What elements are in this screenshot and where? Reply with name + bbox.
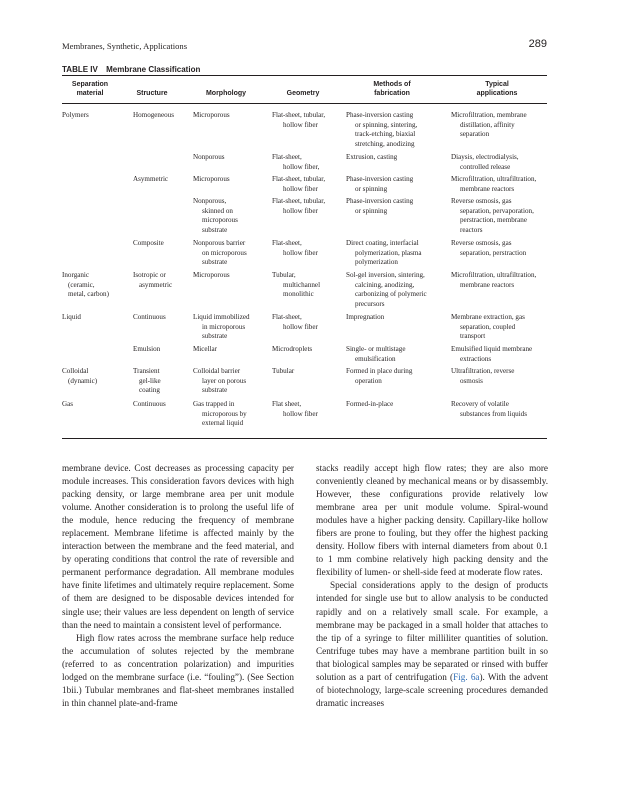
body-column-right [316, 462, 548, 710]
cell-line: reactors [460, 225, 483, 234]
table-caption-title: Membrane Classification [106, 65, 201, 74]
cell-line: perstraction, membrane [460, 216, 527, 225]
cell-line: metal, carbon) [68, 290, 109, 299]
column-header-geometry [253, 89, 353, 98]
table-cell-separation-material [62, 367, 97, 386]
cell-line: Isotropic or [133, 271, 166, 279]
column-header-line: Typical [485, 81, 509, 88]
table-cell-structure [133, 367, 161, 396]
cell-line: membrane reactors [460, 280, 515, 289]
cell-line: hollow fiber [283, 409, 318, 418]
cell-line: Micellar [193, 345, 218, 353]
cell-line: Phase-inversion casting [346, 197, 414, 205]
cell-line: precursors [355, 299, 385, 308]
table-cell-typical-applications [451, 153, 519, 172]
cell-line: Microfiltration, membrane [451, 111, 527, 119]
column-header-line: Morphology [205, 90, 247, 97]
table-cell-structure [133, 175, 168, 185]
cell-line: coating [139, 386, 160, 395]
cell-line: stretching, anodizing [355, 139, 415, 148]
table-cell-structure [133, 400, 166, 410]
cell-line: Microporous [193, 175, 230, 183]
table-cell-fabrication-methods [346, 367, 412, 386]
cell-line: polymerization, plasma [355, 248, 422, 257]
table-cell-geometry [272, 111, 325, 130]
table-cell-fabrication-methods [346, 239, 422, 268]
cell-line: polymerization [355, 258, 398, 267]
cell-line: Microporous [193, 111, 230, 119]
figure-link[interactable]: Fig. 6a [453, 671, 480, 682]
cell-line: hollow fiber [283, 206, 318, 215]
cell-line: Continuous [133, 400, 166, 408]
table-cell-structure [133, 111, 174, 121]
cell-line: Flat-sheet, [272, 153, 302, 161]
cell-line: multichannel [283, 280, 321, 289]
cell-line: membrane reactors [460, 184, 515, 193]
cell-line: Gas [62, 400, 74, 408]
table-cell-typical-applications [451, 197, 534, 235]
table-cell-separation-material [62, 400, 73, 410]
cell-line: microporous by [202, 409, 247, 418]
cell-line: emulsification [355, 354, 396, 363]
table-cell-structure [133, 271, 172, 290]
table-cell-fabrication-methods [346, 175, 413, 194]
cell-line: Diaysis, electrodialysis, [451, 153, 519, 161]
cell-line: Composite [133, 239, 164, 247]
cell-line: Polymers [62, 111, 89, 119]
table-cell-morphology [193, 367, 246, 396]
column-header-line: applications [476, 90, 518, 97]
cell-line: Homogeneous [133, 111, 174, 119]
table-cell-morphology [193, 345, 217, 355]
table-cell-geometry [272, 175, 325, 194]
cell-line: separation, coupled [460, 322, 516, 331]
cell-line: or spinning [355, 184, 388, 193]
cell-line: extractions [460, 354, 492, 363]
cell-line: controlled release [460, 162, 511, 171]
table-cell-typical-applications [451, 111, 527, 140]
cell-line: Continuous [133, 313, 166, 321]
cell-line: on microporous [202, 248, 247, 257]
cell-line: Phase-inversion casting [346, 111, 414, 119]
cell-line: skinned on [202, 206, 233, 215]
cell-line: Microfiltration, ultrafiltration, [451, 271, 537, 279]
cell-line: Flat-sheet, [272, 239, 302, 247]
cell-line: Recovery of volatile [451, 400, 509, 408]
table-cell-morphology [193, 271, 230, 281]
table-cell-typical-applications [451, 400, 527, 419]
table-cell-typical-applications [451, 175, 536, 194]
cell-line: Tubular [272, 367, 295, 375]
table-cell-typical-applications [451, 271, 536, 290]
cell-line: Nonporous, [193, 197, 227, 205]
table-cell-morphology [193, 239, 247, 268]
cell-line: Reverse osmosis, gas [451, 239, 512, 247]
cell-line: carbonizing of polymeric [355, 290, 427, 299]
table-cell-typical-applications [451, 313, 525, 342]
body-paragraph: stacks readily accept high flow rates; they are also more conveniently cleaned by mechanical means or by disassembly. However, these configurations provide relatively low membrane area per unit module volume. Spiral-wound modules have a higher packing density. Capillary-like hollow fibers are prone to fouling, but they offer the highest packing density. Hollow fibers with internal diameters from about 0.1 to 1 mm combine relatively high packing density and the flexibility of lumen- or shell-side feed at moderate flow rates. [316, 463, 548, 578]
table-cell-fabrication-methods [346, 111, 417, 149]
cell-line: hollow fiber [283, 322, 318, 331]
column-header-typical-applications [447, 80, 547, 98]
table-header-rule [62, 103, 547, 104]
table-cell-fabrication-methods [346, 345, 406, 364]
body-paragraph: membrane device. Cost decreases as processing capacity per module increases. This consideration favors devices with high packing density, or large membrane area per unit module volume. Another consideration is to prolong the useful life of the module, hence reducing the frequency of membrane replacement. Membrane lifetime is affected mainly by the interaction between the membrane and the feed material, and by operating conditions that control the rate of reversible and permanent performance degradation. All membrane modules have finite lifetimes and ultimately require replacement. Some of them are designed to be disposable devices intended for single use; their values are less dependent on length of service than the need to maintain a consistent level of performance. [62, 463, 294, 630]
cell-line: gel-like [139, 376, 161, 385]
cell-line: operation [355, 376, 382, 385]
cell-line: separation [460, 130, 490, 139]
cell-line: Formed-in-place [346, 400, 394, 408]
cell-line: Emulsion [133, 345, 161, 353]
cell-line: Sol-gel inversion, sintering, [346, 271, 425, 279]
cell-line: hollow fiber [283, 184, 318, 193]
cell-line: Reverse osmosis, gas [451, 197, 512, 205]
cell-line: substrate [202, 258, 228, 267]
cell-line: distillation, affinity [460, 120, 515, 129]
page-number: 289 [528, 38, 547, 50]
cell-line: Nonporous barrier [193, 239, 246, 247]
cell-line: Flat-sheet, [272, 313, 302, 321]
cell-line: substrate [202, 225, 228, 234]
cell-line: track-etching, biaxial [355, 130, 416, 139]
column-header-line: Structure [136, 90, 168, 97]
body-column-left [62, 462, 294, 710]
table-cell-morphology [193, 197, 238, 235]
table-cell-fabrication-methods [346, 400, 393, 410]
cell-line: Formed in place during [346, 367, 413, 375]
table-cell-geometry [272, 345, 312, 355]
column-header-line: Separation [71, 81, 109, 88]
table-caption-label: TABLE IV [62, 65, 98, 74]
cell-line: osmosis [460, 376, 483, 385]
cell-line: Phase-inversion casting [346, 175, 414, 183]
table-cell-geometry [272, 400, 318, 419]
cell-line: Colloidal [62, 367, 89, 375]
table-cell-fabrication-methods [346, 271, 427, 309]
cell-line: substances from liquids [460, 409, 527, 418]
table-cell-structure [133, 239, 164, 249]
table-cell-typical-applications [451, 345, 532, 364]
table-cell-separation-material [62, 111, 89, 121]
cell-line: Microporous [193, 271, 230, 279]
table-cell-fabrication-methods [346, 153, 397, 163]
cell-line: (ceramic, [68, 280, 95, 289]
cell-line: hollow fiber [283, 248, 318, 257]
cell-line: asymmetric [139, 280, 173, 289]
cell-line: or spinning, sintering, [355, 120, 418, 129]
body-text: ). With the advent of biotechnology, large-scale screening procedures demanded dramatic increases [316, 671, 549, 708]
table-cell-structure [133, 313, 166, 323]
cell-line: Microfiltration, ultrafiltration, [451, 175, 537, 183]
running-title: Membranes, Synthetic, Applications [62, 41, 188, 51]
cell-line: in microporous [202, 322, 246, 331]
cell-line: Emulsified liquid membrane [451, 345, 533, 353]
cell-line: substrate [202, 386, 228, 395]
cell-line: Ultrafiltration, reverse [451, 367, 515, 375]
cell-line: calcining, anodizing, [355, 280, 415, 289]
table-cell-geometry [272, 153, 319, 172]
table-cell-separation-material [62, 271, 109, 300]
table-cell-separation-material [62, 313, 81, 323]
table-cell-geometry [272, 271, 320, 300]
table-cell-geometry [272, 239, 318, 258]
column-header-line: Geometry [286, 90, 320, 97]
table-cell-fabrication-methods [346, 313, 384, 323]
cell-line: Flat-sheet, tubular, [272, 175, 326, 183]
cell-line: Extrusion, casting [346, 153, 398, 161]
cell-line: layer on porous [202, 376, 247, 385]
cell-line: Nonporous [193, 153, 225, 161]
cell-line: Single- or multistage [346, 345, 406, 353]
cell-line: Microdroplets [272, 345, 313, 353]
cell-line: substrate [202, 332, 228, 341]
body-paragraph [316, 579, 548, 709]
cell-line: hollow fiber [283, 120, 318, 129]
cell-line: (dynamic) [68, 376, 98, 385]
body-text: Special considerations apply to the design of products intended for single use but to allow analysis to be conducted rapidly and on a relatively small scale. For example, a membrane may be packaged in a small holder that attaches to the tip of a syringe to filter milliliter quantities of solution. Centrifuge tubes may have a membrane partition built in so that biological samples may be separated or rinsed with buffer solution as a part of centrifugation ( [316, 580, 548, 682]
cell-line: microporous [202, 216, 238, 225]
cell-line: Colloidal barrier [193, 367, 241, 375]
table-caption [62, 65, 200, 74]
table-cell-typical-applications [451, 367, 514, 386]
table-cell-morphology [193, 111, 230, 121]
cell-line: Transient [133, 367, 160, 375]
table-cell-geometry [272, 367, 294, 377]
table-cell-fabrication-methods [346, 197, 413, 216]
cell-line: hollow fiber, [283, 162, 320, 171]
cell-line: separation, pervaporation, [460, 206, 534, 215]
cell-line: Membrane extraction, gas [451, 313, 525, 321]
column-header-line: fabrication [374, 90, 410, 97]
column-header-fabrication-methods [342, 80, 442, 98]
cell-line: Gas trapped in [193, 400, 235, 408]
cell-line: Liquid immobilized [193, 313, 250, 321]
table-cell-geometry [272, 313, 318, 332]
cell-line: transport [460, 332, 486, 341]
table-cell-structure [133, 345, 160, 355]
cell-line: or spinning [355, 206, 388, 215]
cell-line: Inorganic [62, 271, 90, 279]
column-header-line: Methods of [373, 81, 411, 88]
table-top-rule [62, 75, 547, 76]
cell-line: Direct coating, interfacial [346, 239, 419, 247]
cell-line: external liquid [202, 419, 244, 428]
cell-line: Flat-sheet, tubular, [272, 197, 326, 205]
cell-line: monolithic [283, 290, 314, 299]
table-cell-morphology [193, 175, 230, 185]
cell-line: Liquid [62, 313, 81, 321]
table-cell-morphology [193, 153, 225, 163]
cell-line: Tubular, [272, 271, 296, 279]
column-header-line: material [76, 90, 104, 97]
cell-line: separation, perstraction [460, 248, 527, 257]
table-cell-morphology [193, 313, 250, 342]
cell-line: Flat-sheet, tubular, [272, 111, 326, 119]
table-cell-geometry [272, 197, 325, 216]
cell-line: Impregnation [346, 313, 385, 321]
body-paragraph: High flow rates across the membrane surface help reduce the accumulation of solutes rejected by the membrane (referred to as concentration polarization) and impurities lodged on the membrane surface (i.e. “fouling”). (See Section 1bii.) Tubular membranes and flat-sheet membranes installed in thin channel plate-and-frame [62, 632, 294, 708]
cell-line: Asymmetric [133, 175, 169, 183]
table-cell-morphology [193, 400, 247, 429]
table-cell-typical-applications [451, 239, 526, 258]
cell-line: Flat sheet, [272, 400, 302, 408]
table-bottom-rule [62, 438, 547, 439]
